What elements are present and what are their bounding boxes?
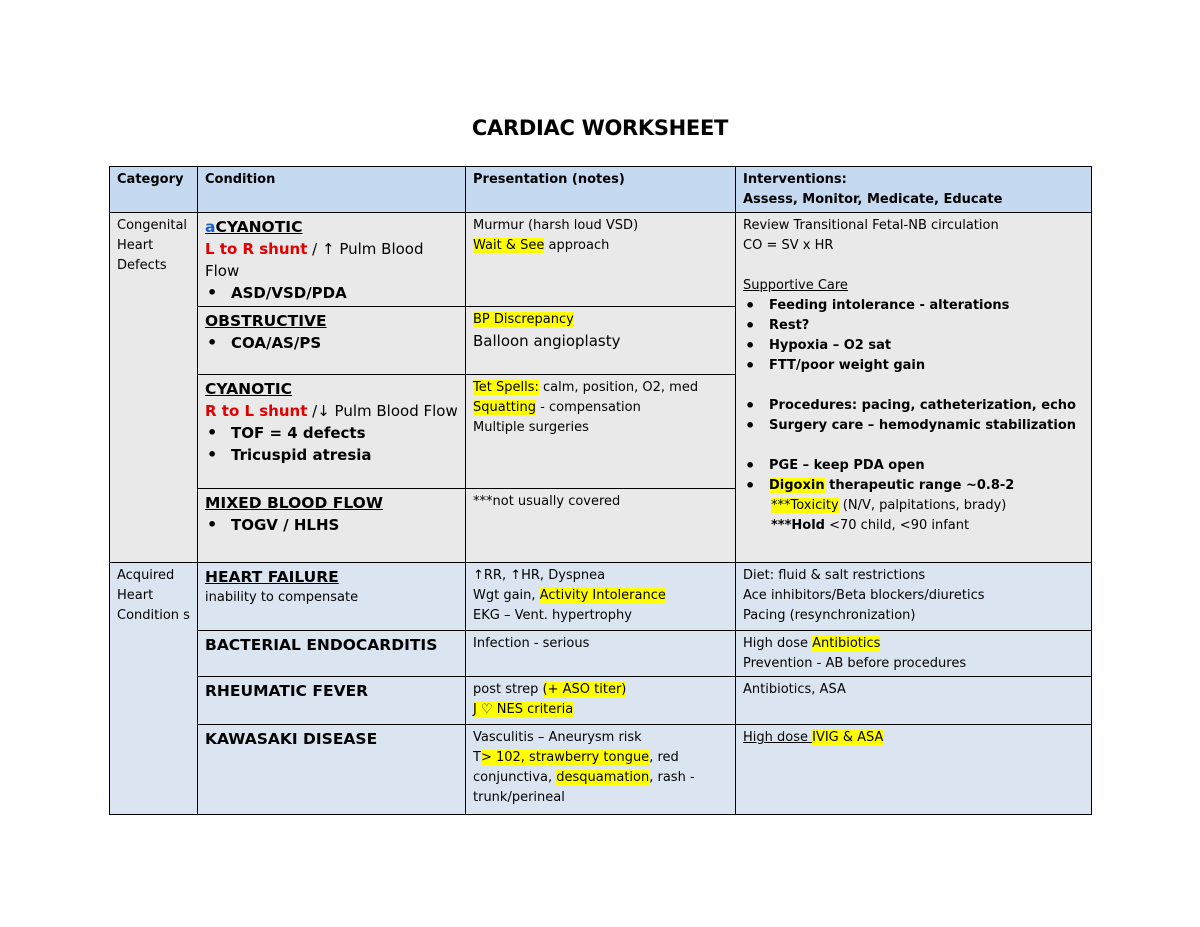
pres-text: T [473, 750, 481, 765]
table-row [110, 631, 1092, 677]
list-item: • Surgery care – hemodynamic stabilization [769, 416, 1084, 436]
condition-title: MIXED BLOOD FLOW [205, 494, 383, 512]
int-line: Prevention - AB before procedures [743, 656, 967, 671]
text: (N/V, palpitations, brady) [838, 498, 1007, 513]
condition-endocarditis [198, 631, 466, 677]
highlight: Digoxin [769, 478, 825, 493]
hold-line [743, 516, 1084, 536]
condition-cyanotic [198, 375, 466, 489]
condition-title [205, 216, 458, 238]
interventions-rheumatic: Antibiotics, ASA [736, 677, 1092, 725]
interventions-endocarditis [736, 631, 1092, 677]
pres-line: Vasculitis – Aneurysm risk [473, 730, 642, 745]
int-line [743, 634, 1084, 654]
bullet-list [205, 332, 458, 354]
condition-title: KAWASAKI DISEASE [205, 730, 378, 748]
cardiac-worksheet-table [109, 166, 1092, 815]
bullet-list [743, 296, 1084, 376]
condition-heart-failure [198, 563, 466, 631]
pres-line: ↑RR, ↑HR, Dyspnea [473, 568, 606, 583]
list-item: • PGE – keep PDA open [769, 456, 1084, 476]
title-prefix: a [205, 218, 216, 236]
list-item: • Rest? [769, 316, 1084, 336]
pres-text: calm, position, O2, med [538, 380, 699, 395]
shunt-line [205, 238, 458, 282]
presentation-endocarditis: Infection - serious [466, 631, 736, 677]
interventions-kawasaki [736, 725, 1092, 815]
presentation-heart-failure [466, 563, 736, 631]
supportive-care-heading: Supportive Care [743, 278, 848, 293]
pres-line [473, 680, 728, 700]
text: <70 child, <90 infant [824, 518, 970, 533]
pres-line: Murmur (harsh loud VSD) [473, 218, 639, 233]
text: High dose [743, 730, 813, 745]
highlight: Activity Intolerance [539, 588, 666, 603]
pres-text: , rash - trunk/perineal [473, 770, 695, 805]
pres-line: Balloon angioplasty [473, 332, 621, 350]
presentation-acyanotic [466, 213, 736, 307]
pres-text: approach [544, 238, 610, 253]
condition-title: RHEUMATIC FEVER [205, 682, 369, 700]
presentation-rheumatic [466, 677, 736, 725]
header-category: Category [110, 167, 198, 213]
header-interventions [736, 167, 1092, 213]
highlight: J ♡ NES criteria [473, 702, 574, 717]
category-congenital: Congenital Heart Defects [110, 213, 198, 563]
int-line: CO = SV x HR [743, 238, 834, 253]
condition-kawasaki [198, 725, 466, 815]
bullet-list [205, 514, 458, 536]
header-presentation: Presentation (notes) [466, 167, 736, 213]
list-item [769, 396, 1084, 416]
pres-text: Wgt gain, [473, 588, 540, 603]
condition-title: CYANOTIC [205, 380, 292, 398]
shunt-label: L to R shunt [205, 240, 308, 258]
condition-title: HEART FAILURE [205, 568, 339, 586]
table-row [110, 213, 1092, 307]
pres-line [473, 378, 728, 398]
table-row [110, 725, 1092, 815]
header-condition: Condition [198, 167, 466, 213]
presentation-cyanotic [466, 375, 736, 489]
text: , echo [1031, 398, 1076, 413]
highlight: (+ ASO titer) [542, 682, 627, 697]
text: High dose [743, 636, 813, 651]
list-item: • TOGV / HLHS [231, 514, 458, 536]
presentation-obstructive [466, 307, 736, 375]
int-line [743, 728, 1084, 748]
pres-line [473, 236, 728, 256]
pres-text: post strep [473, 682, 543, 697]
bullet-list [743, 396, 1084, 436]
bullet-list [205, 282, 458, 304]
int-line: Ace inhibitors/Beta blockers/diuretics [743, 588, 985, 603]
bullet-list [205, 422, 458, 466]
list-item: • Hypoxia – O2 sat [769, 336, 1084, 356]
pres-line: EKG – Vent. hypertrophy [473, 608, 632, 623]
condition-rheumatic [198, 677, 466, 725]
list-item: • Tricuspid atresia [231, 444, 458, 466]
text-bold: catheterization [919, 398, 1032, 413]
header-row [110, 167, 1092, 213]
condition-acyanotic [198, 213, 466, 307]
highlight: BP Discrepancy [473, 312, 574, 327]
highlight: Wait & See [473, 238, 545, 253]
presentation-kawasaki [466, 725, 736, 815]
header-interventions-line2: Assess, Monitor, Medicate, Educate [743, 192, 1003, 207]
condition-mixed [198, 489, 466, 563]
category-acquired: Acquired Heart Condition s [110, 563, 198, 815]
list-item [769, 476, 1084, 496]
text: Procedures: pacing, [769, 398, 920, 413]
bullet-list [743, 456, 1084, 496]
highlight: IVIG & ASA [812, 730, 884, 745]
highlight: Squatting [473, 400, 537, 415]
title-rest: CYANOTIC [215, 218, 303, 236]
condition-subtitle: inability to compensate [205, 590, 359, 605]
condition-obstructive [198, 307, 466, 375]
pres-line [473, 310, 728, 330]
pres-line [473, 586, 728, 606]
page-title: CARDIAC WORKSHEET [471, 116, 729, 140]
header-interventions-line1: Interventions: [743, 172, 847, 187]
highlight: > 102, strawberry tongue [480, 750, 650, 765]
highlight: ***Toxicity [771, 498, 839, 513]
pres-text: - compensation [536, 400, 641, 415]
text: therapeutic range ~0.8-2 [824, 478, 1015, 493]
pres-line [473, 748, 728, 808]
interventions-congenital [736, 213, 1092, 563]
table-row [110, 677, 1092, 725]
pres-line: Multiple surgeries [473, 420, 589, 435]
flow-label: /↓ Pulm Blood Flow [307, 402, 458, 420]
pres-line [473, 398, 728, 418]
highlight: Antibiotics [812, 636, 881, 651]
shunt-line [205, 400, 458, 422]
int-line: Diet: fluid & salt restrictions [743, 568, 926, 583]
int-line: Pacing (resynchronization) [743, 608, 916, 623]
list-item: • ASD/VSD/PDA [231, 282, 458, 304]
shunt-label: R to L shunt [205, 402, 308, 420]
toxicity-line [743, 496, 1084, 516]
list-item: • TOF = 4 defects [231, 422, 458, 444]
list-item: • Feeding intolerance - alterations [769, 296, 1084, 316]
interventions-heart-failure [736, 563, 1092, 631]
list-item: • COA/AS/PS [231, 332, 458, 354]
highlight: desquamation [556, 770, 650, 785]
text-bold: ***Hold [771, 518, 825, 533]
condition-title: BACTERIAL ENDOCARDITIS [205, 636, 438, 654]
highlight: Tet Spells: [473, 380, 539, 395]
condition-title: OBSTRUCTIVE [205, 312, 327, 330]
pres-text: , red conjunctiva, [473, 750, 679, 785]
flow-label: / ↑ Pulm Blood Flow [205, 240, 424, 280]
presentation-mixed: ***not usually covered [466, 489, 736, 563]
pres-line [473, 700, 728, 720]
int-line: Review Transitional Fetal-NB circulation [743, 218, 999, 233]
table-row [110, 563, 1092, 631]
list-item: • FTT/poor weight gain [769, 356, 1084, 376]
